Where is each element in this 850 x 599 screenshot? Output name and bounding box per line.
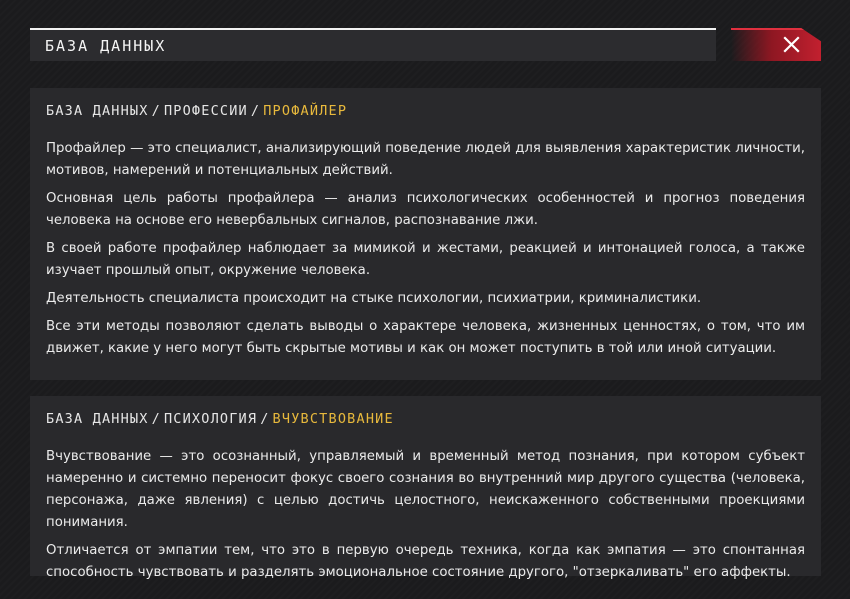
article-paragraph: В своей работе профайлер наблюдает за мимикой и жестами, реакцией и интонацией голоса, а также изучает прошлый опыт, окружение человека. [46, 241, 805, 278]
article-paragraph: Профайлер — это специалист, анализирующий поведение людей для выявления характеристик личности, мотивов, намерений и потенциальных действий. [46, 141, 805, 178]
breadcrumb-separator: / [260, 411, 270, 427]
window-title: БАЗА ДАННЫХ [45, 37, 167, 55]
article-panel-empathy [30, 396, 821, 580]
breadcrumb-item-professions[interactable]: ПРОФЕССИИ [163, 103, 248, 119]
article-paragraph: Все эти методы позволяют сделать выводы о характере человека, жизненных ценностях, о том, что им движет, какие у него могут быть скрытые мотивы и как он может поступить в той или иной ситуации. [46, 319, 805, 356]
breadcrumb-item-database[interactable]: БАЗА ДАННЫХ [46, 103, 149, 119]
breadcrumb-separator: / [151, 103, 161, 119]
breadcrumb-item-database[interactable]: БАЗА ДАННЫХ [46, 411, 149, 427]
breadcrumb-item-current: ВЧУВСТВОВАНИЕ [272, 411, 394, 427]
article-paragraph: Вчувствование — это осознанный, управляемый и временный метод познания, при котором субъект намеренно и системно переносит фокус своего сознания во внутренний мир другого существа (человека, персонажа, даже явления) с целью достичь целостного, неискаженного собственными проекциями понимания. [46, 449, 805, 530]
article-paragraph: Основная цель работы профайлера — анализ психологических особенностей и прогноз поведения человека на основе его невербальных сигналов, распознавание лжи. [46, 191, 805, 228]
breadcrumb-item-psychology[interactable]: ПСИХОЛОГИЯ [163, 411, 258, 427]
article-paragraph: Отличается от эмпатии тем, что это в первую очередь техника, когда как эмпатия — это спонтанная способность чувствовать и разделять эмоциональное состояние другого, "отзеркаливать" его аффекты. [46, 543, 805, 580]
window-header [30, 28, 716, 61]
article-body [46, 446, 805, 584]
breadcrumb-separator: / [151, 411, 161, 427]
breadcrumb-item-current: ПРОФАЙЛЕР [263, 103, 348, 119]
breadcrumb [46, 411, 805, 431]
close-button[interactable] [731, 28, 821, 61]
article-body [46, 138, 805, 360]
breadcrumb [46, 103, 805, 123]
breadcrumb-separator: / [250, 103, 261, 119]
close-icon [783, 36, 800, 53]
article-panel-profiler [30, 88, 821, 380]
article-paragraph: Деятельность специалиста происходит на стыке психологии, психиатрии, криминалистики. [46, 291, 702, 306]
